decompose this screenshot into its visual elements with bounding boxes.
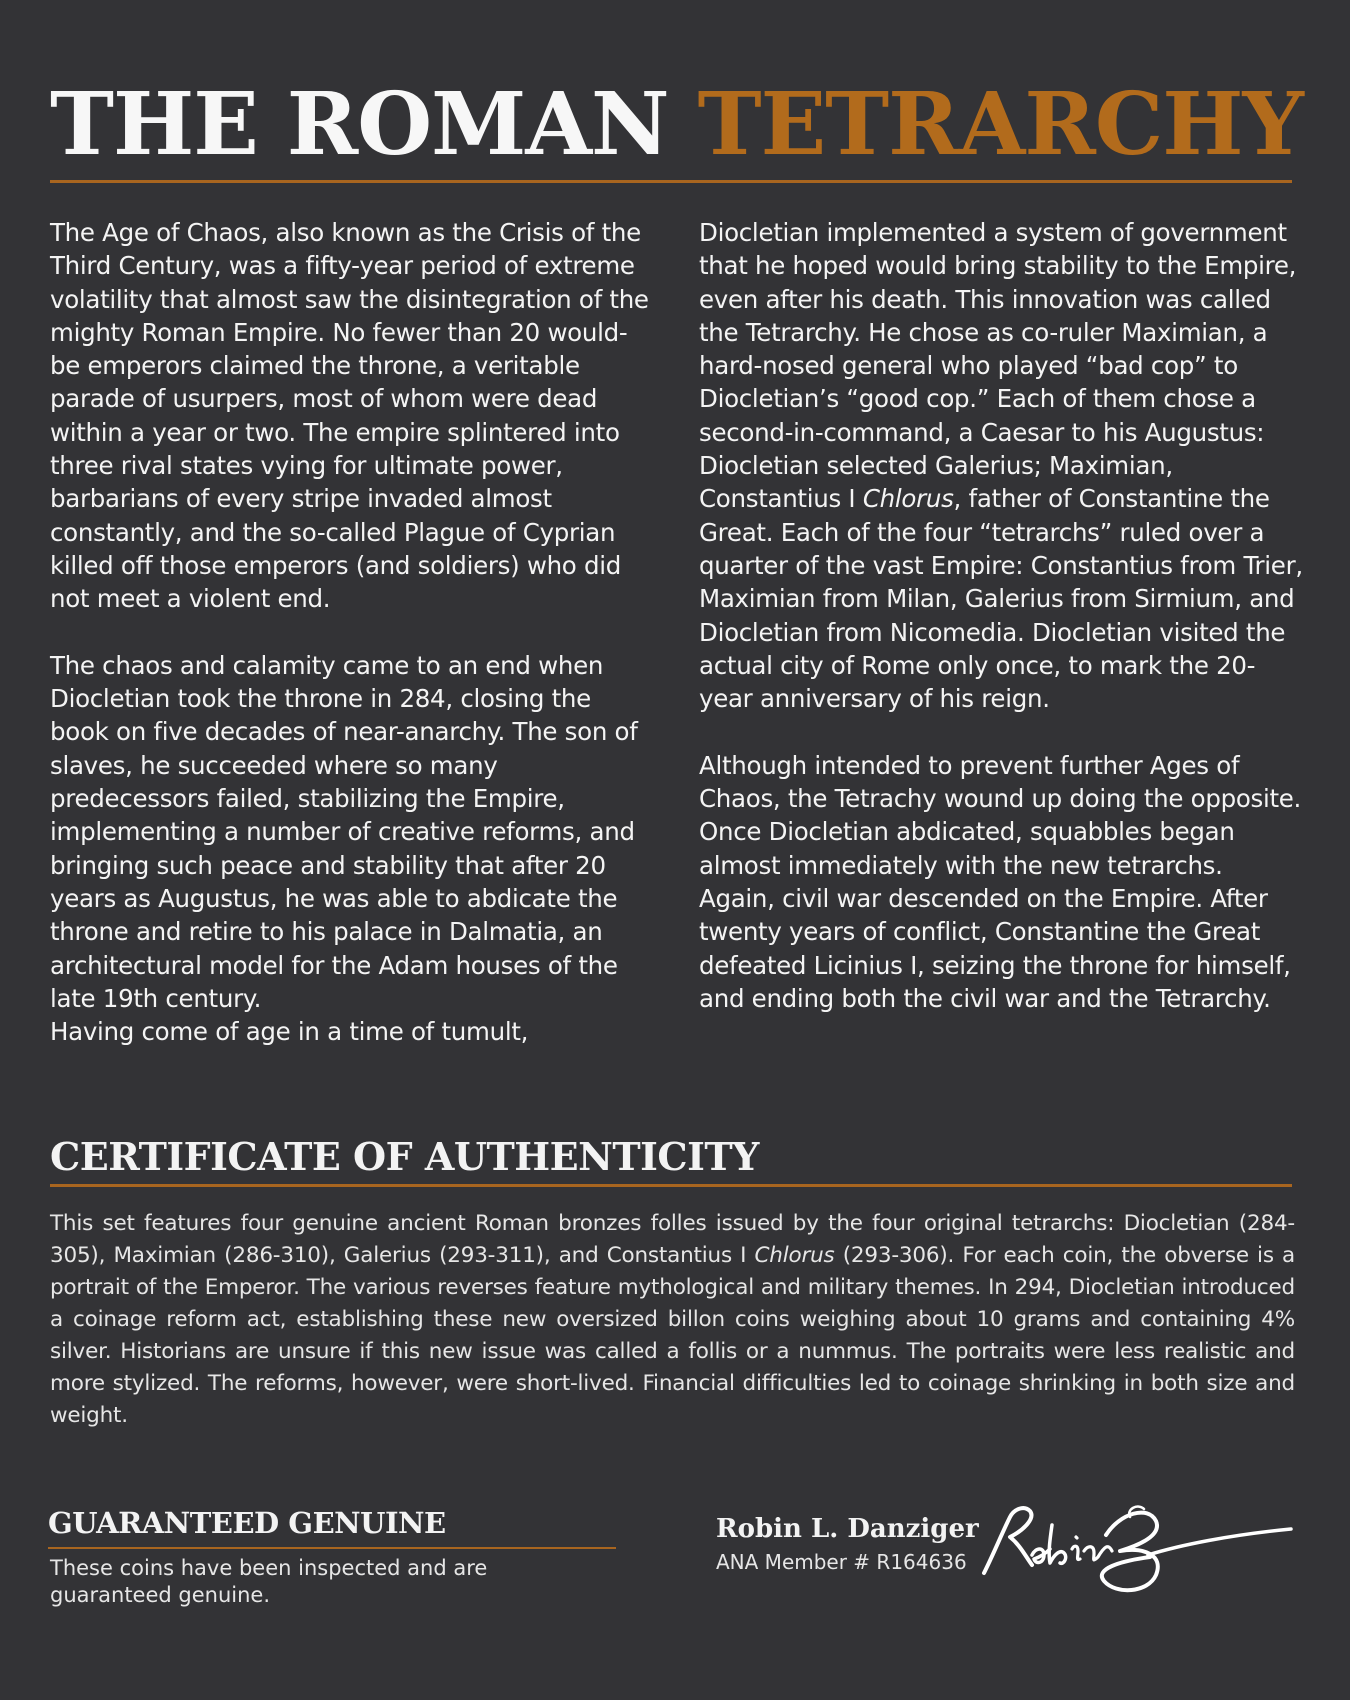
article-paragraph-4-part-b: , father of Constantine the Great. Each of the four “tetrarchs” ruled over a quarter of the vast Empire: Constantius from Trier, Maximian from Milan, Galerius from Sirmium, and Diocletian from Nicomedia. Diocletian visited the actual city of Rome only once, to mark the 20-year anniversary of his reign. xyxy=(699,484,1303,714)
page-title xyxy=(50,70,1303,180)
title-word-tetrarchy: TETRARCHY xyxy=(697,74,1303,175)
certificate-text-part-a: This set features four genuine ancient Roman bronzes folles issued by the four original tetrarchs: Diocletian (284-305), Maximian (286-310), Galerius (293-311), and Constantius I xyxy=(50,1211,1295,1268)
guarantee-text: These coins have been inspected and are guaranteed genuine. xyxy=(50,1556,488,1607)
signer-member-number: ANA Member # R164636 xyxy=(716,1550,967,1574)
article-paragraph-3: Having come of age in a time of tumult, xyxy=(50,1017,529,1047)
certificate-text xyxy=(50,1208,1295,1432)
article-paragraph-4-italic: Chlorus xyxy=(862,484,954,514)
certificate-text-part-b: (293-306). For each coin, the obverse is a portrait of the Emperor. The various reverses feature mythological and military themes. In 294, Diocletian introduced a coinage reform act, establishing these new oversized billon coins weighing about 10 grams and containing 4% silver. Historians are unsure if this new issue was called a follis or a nummus. The portraits were less realistic and more stylized. The reforms, however, were short-lived. Financial difficulties led to coinage shrinking in both size and weight. xyxy=(50,1243,1295,1428)
article-right-column xyxy=(699,216,1304,1015)
title-divider xyxy=(50,180,1292,183)
guarantee-divider xyxy=(48,1547,616,1549)
article-paragraph-2: The chaos and calamity came to an end when Diocletian took the throne in 284, closing the book on five decades of near-anarchy. The son of slaves, he succeeded where so many predecessors failed, stabilizing the Empire, implementing a number of creative reforms, and bringing such peace and stability that after 20 years as Augustus, he was able to abdicate the throne and retire to his palace in Dalmatia, an architectural model for the Adam houses of the late 19th century. xyxy=(50,650,638,1013)
article-paragraph-1: The Age of Chaos, also known as the Crisis of the Third Century, was a fifty-year period of extreme volatility that almost saw the disintegration of the mighty Roman Empire. No fewer than 20 would-be emperors claimed the throne, a veritable parade of usurpers, most of whom were dead within a year or two. The empire splintered into three rival states vying for ultimate power, barbarians of every stripe invaded almost constantly, and the so-called Plague of Cyprian killed off those emperors (and soldiers) who did not meet a violent end. xyxy=(50,218,649,614)
article-paragraph-4 xyxy=(699,216,1304,715)
handwritten-signature-icon xyxy=(980,1495,1295,1605)
certificate-text-italic: Chlorus xyxy=(754,1243,835,1268)
certificate-heading: CERTIFICATE OF AUTHENTICITY xyxy=(50,1134,759,1179)
article-paragraph-5: Although intended to prevent further Ages of Chaos, the Tetrachy wound up doing the opposite. Once Diocletian abdicated, squabbles began almost immediately with the new tetrarchs. Again, civil war descended on the Empire. After twenty years of conflict, Constantine the Great defeated Licinius I, seizing the throne for himself, and ending both the civil war and the Tetrarchy. xyxy=(699,750,1302,1013)
signer-name: Robin L. Danziger xyxy=(716,1514,979,1544)
article-paragraph-4-part-a: Diocletian implemented a system of government that he hoped would bring stability to the Empire, even after his death. This innovation was called the Tetrarchy. He chose as co-ruler Maximian, a hard-nosed general who played “bad cop” to Diocletian’s “good cop.” Each of them chose a second-in-command, a Caesar to his Augustus: Diocletian selected Galerius; Maximian, Constantius I xyxy=(699,218,1297,514)
article-left-column xyxy=(50,216,650,1048)
certificate-divider xyxy=(50,1184,1292,1187)
title-word-roman: THE ROMAN xyxy=(50,74,669,175)
guarantee-heading: GUARANTEED GENUINE xyxy=(48,1506,446,1540)
